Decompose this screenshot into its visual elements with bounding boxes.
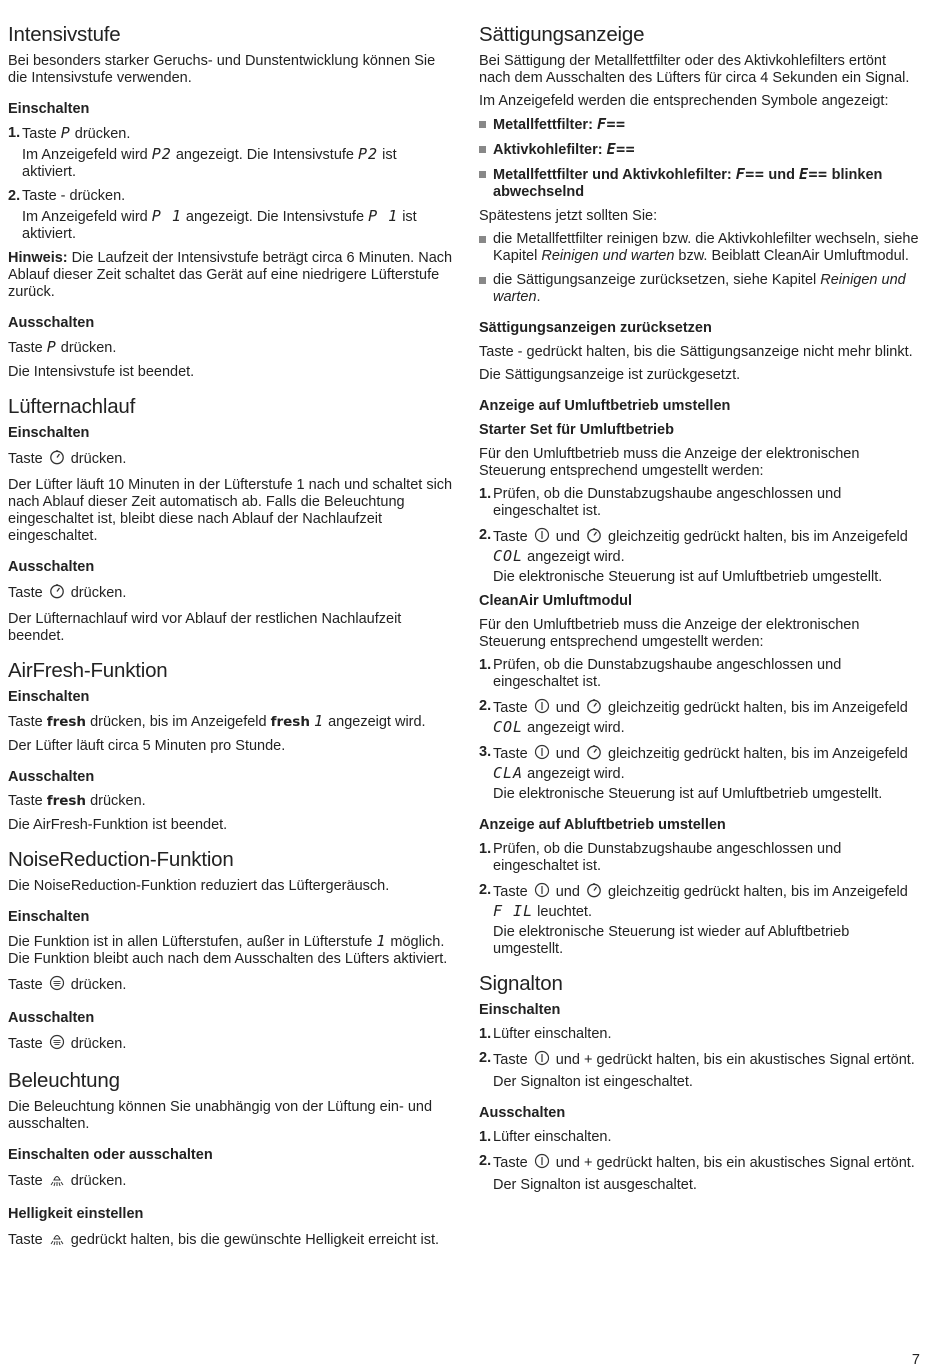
- step-number: 1.: [8, 125, 21, 141]
- subheading: Anzeige auf Umluftbetrieb umstellen: [479, 398, 731, 414]
- list-item: [8, 188, 454, 243]
- subheading: Sättigungsanzeigen zurücksetzen: [479, 320, 712, 336]
- display-symbol: F==: [735, 165, 765, 183]
- paragraph: Die Intensivstufe ist beendet.: [8, 364, 195, 380]
- text: Taste: [8, 585, 43, 601]
- text: drücken.: [70, 1173, 127, 1189]
- paragraph: Der Lüfter läuft 10 Minuten in der Lüfterstufe 1 nach und schaltet sich nach Ablauf dieser Zeit automatisch ab. Falls die Beleuchtung eingeschaltet ist, bleibt diese nach Ablauf der Nachlaufzeit eingeschaltet.: [8, 477, 453, 544]
- section-title: Intensivstufe: [8, 23, 121, 46]
- display-symbol: F IL: [493, 902, 534, 920]
- list-item: [479, 166, 921, 201]
- timer-icon: [49, 583, 65, 604]
- subheading: Einschalten: [479, 1002, 561, 1018]
- paragraph: [8, 339, 454, 357]
- list-item: [8, 125, 454, 181]
- section-title: NoiseReduction-Funktion: [8, 848, 234, 871]
- text: möglich. Die Funktion bleibt auch nach dem Ausschalten des Lüfters aktiviert.: [8, 934, 448, 967]
- noise-reduction-icon: [49, 975, 65, 996]
- paragraph: Die Sättigungsanzeige ist zurückgesetzt.: [479, 367, 741, 383]
- timer-icon: [586, 744, 602, 765]
- text: ist aktiviert.: [22, 209, 417, 242]
- step-number: 1.: [479, 1129, 492, 1145]
- text: drücken.: [70, 977, 127, 993]
- text: und + gedrückt halten, bis ein akustisches Signal ertönt.: [555, 1052, 915, 1068]
- section-signalton: [479, 971, 921, 1194]
- subheading: Einschalten: [8, 101, 90, 117]
- text: gleichzeitig gedrückt halten, bis im Anzeigefeld: [608, 529, 908, 545]
- step-list: [479, 486, 921, 586]
- text: drücken.: [74, 126, 131, 142]
- subheading: Anzeige auf Abluftbetrieb umstellen: [479, 817, 726, 833]
- display-symbol: CLA: [493, 764, 524, 782]
- subheading: Ausschalten: [8, 769, 95, 785]
- subheading: Einschalten: [8, 425, 90, 441]
- subheading: Ausschalten: [8, 315, 95, 331]
- paragraph: Der Lüfternachlauf wird vor Ablauf der restlichen Nachlaufzeit beendet.: [8, 611, 402, 644]
- power-icon: [534, 1050, 550, 1071]
- list-item: [479, 1153, 921, 1194]
- light-icon: [49, 1230, 65, 1251]
- text: Metallfettfilter und Aktivkohlefilter:: [493, 167, 732, 183]
- display-symbol: P: [46, 338, 57, 356]
- chapter-reference: Reinigen und warten: [541, 248, 675, 264]
- paragraph: [8, 793, 454, 810]
- text: ist aktiviert.: [22, 147, 397, 180]
- text: Taste - drücken.: [22, 188, 126, 204]
- todo-list: [479, 231, 921, 306]
- text: leuchtet.: [537, 904, 592, 920]
- list-item: [479, 141, 921, 159]
- paragraph: Im Anzeigefeld werden die entsprechenden Symbole angezeigt:: [479, 93, 889, 109]
- noise-reduction-icon: [49, 1034, 65, 1055]
- text: Metallfettfilter:: [493, 117, 593, 133]
- text: gedrückt halten, bis die gewünschte Helligkeit erreicht ist.: [70, 1232, 440, 1248]
- text: angezeigt wird.: [328, 714, 426, 730]
- power-icon: [534, 882, 550, 903]
- text: und: [555, 700, 580, 716]
- text: Taste: [22, 126, 57, 142]
- text: Taste: [8, 793, 43, 809]
- paragraph: Bei besonders starker Geruchs- und Dunstentwicklung können Sie die Intensivstufe verwenden.: [8, 53, 436, 86]
- text: Taste: [8, 451, 43, 467]
- display-symbol: P2: [151, 145, 172, 163]
- text: Im Anzeigefeld wird: [22, 209, 148, 225]
- fresh-key-label: fresh: [46, 714, 87, 730]
- text: angezeigt wird.: [527, 720, 625, 736]
- list-item: [479, 231, 921, 265]
- text: Die Laufzeit der Intensivstufe beträgt circa 6 Minuten. Nach Ablauf dieser Zeit schaltet das Gerät auf eine niedrigere Lüfterstufe zurück.: [8, 250, 453, 300]
- text: angezeigt. Die Intensivstufe: [175, 147, 354, 163]
- subheading: Ausschalten: [479, 1105, 566, 1121]
- result-text: Die elektronische Steuerung ist wieder auf Abluftbetrieb umgestellt.: [493, 924, 850, 957]
- step-number: 3.: [479, 744, 492, 760]
- text: Taste: [493, 1155, 528, 1171]
- text: Taste: [8, 977, 43, 993]
- fresh-key-label: fresh: [46, 793, 87, 809]
- text: Aktivkohlefilter:: [493, 142, 603, 158]
- timer-icon: [586, 698, 602, 719]
- step-number: 1.: [479, 486, 492, 502]
- display-symbol: P2: [358, 145, 379, 163]
- text: Taste: [8, 714, 43, 730]
- section-title: Lüfternachlauf: [8, 395, 136, 418]
- text: gleichzeitig gedrückt halten, bis im Anzeigefeld: [608, 884, 908, 900]
- step-number: 1.: [479, 657, 492, 673]
- list-item: [479, 1050, 921, 1091]
- text: bzw. Beiblatt CleanAir Umluftmodul.: [678, 248, 909, 264]
- list-item: [479, 841, 921, 875]
- text: Taste: [493, 529, 528, 545]
- step-number: 2.: [8, 188, 21, 204]
- text: gleichzeitig gedrückt halten, bis im Anzeigefeld: [608, 700, 908, 716]
- section-noisereduction: [8, 847, 454, 1055]
- paragraph: [8, 1230, 454, 1251]
- text: drücken.: [90, 793, 146, 809]
- fresh-display: fresh: [270, 714, 310, 730]
- text: drücken.: [60, 340, 117, 356]
- step-list: [479, 1129, 921, 1194]
- list-item: [479, 116, 921, 134]
- result-text: Der Signalton ist ausgeschaltet.: [493, 1177, 697, 1193]
- text: Taste: [493, 746, 528, 762]
- timer-icon: [586, 527, 602, 548]
- right-column: [479, 22, 921, 1207]
- list-item: [479, 272, 921, 306]
- paragraph: [8, 449, 454, 470]
- paragraph: Bei Sättigung der Metallfettfilter oder des Aktivkohlefilters ertönt nach dem Ausschalten des Lüfters für circa 4 Sekunden ein Signal.: [479, 53, 910, 86]
- power-icon: [534, 527, 550, 548]
- text: die Sättigungsanzeige zurücksetzen, siehe Kapitel: [493, 272, 817, 288]
- power-icon: [534, 698, 550, 719]
- text: Taste: [8, 340, 43, 356]
- text: drücken.: [70, 1036, 127, 1052]
- text: Taste: [8, 1036, 43, 1052]
- list-item: [479, 527, 921, 586]
- text: Lüfter einschalten.: [493, 1026, 612, 1042]
- display-symbol: P: [60, 124, 71, 142]
- section-title: AirFresh-Funktion: [8, 659, 168, 682]
- text: drücken.: [70, 585, 127, 601]
- paragraph: Für den Umluftbetrieb muss die Anzeige der elektronischen Steuerung entsprechend umgestellt werden:: [479, 446, 860, 479]
- text: Prüfen, ob die Dunstabzugshaube angeschlossen und eingeschaltet ist.: [493, 657, 842, 690]
- text: Taste: [493, 700, 528, 716]
- step-number: 1.: [479, 1026, 492, 1042]
- display-symbol: 1: [376, 932, 387, 950]
- display-symbol: 1: [314, 712, 325, 730]
- text: blinken abwechselnd: [493, 167, 883, 200]
- text: angezeigt wird.: [527, 766, 625, 782]
- display-symbol: COL: [493, 718, 524, 736]
- power-icon: [534, 1153, 550, 1174]
- text: drücken.: [70, 451, 127, 467]
- page-number: 7: [911, 1352, 920, 1368]
- text: Im Anzeigefeld wird: [22, 147, 148, 163]
- power-icon: [534, 744, 550, 765]
- note-label: Hinweis:: [8, 250, 68, 266]
- section-beleuchtung: [8, 1068, 454, 1251]
- display-symbol: E==: [606, 140, 636, 158]
- step-number: 1.: [479, 841, 492, 857]
- left-column: [8, 22, 454, 1264]
- paragraph: Die AirFresh-Funktion ist beendet.: [8, 817, 228, 833]
- result-text: Die elektronische Steuerung ist auf Umluftbetrieb umgestellt.: [493, 786, 883, 802]
- paragraph: [8, 975, 454, 996]
- text: Prüfen, ob die Dunstabzugshaube angeschlossen und eingeschaltet ist.: [493, 841, 842, 874]
- text: und: [768, 167, 795, 183]
- text: angezeigt wird.: [527, 549, 625, 565]
- text: Prüfen, ob die Dunstabzugshaube angeschlossen und eingeschaltet ist.: [493, 486, 842, 519]
- paragraph: Spätestens jetzt sollten Sie:: [479, 208, 658, 224]
- step-list: [479, 657, 921, 803]
- paragraph: [8, 1171, 454, 1192]
- paragraph: [8, 933, 454, 968]
- subheading: Starter Set für Umluftbetrieb: [479, 422, 674, 438]
- text: Taste: [8, 1173, 43, 1189]
- text: und: [555, 746, 580, 762]
- section-title: Sättigungsanzeige: [479, 23, 645, 46]
- result-text: Der Signalton ist eingeschaltet.: [493, 1074, 693, 1090]
- paragraph: [8, 713, 454, 731]
- section-saettigungsanzeige: [479, 22, 921, 958]
- section-luefternachlauf: [8, 394, 454, 645]
- subheading: CleanAir Umluftmodul: [479, 593, 633, 609]
- step-number: 2.: [479, 882, 492, 898]
- result-text: Die elektronische Steuerung ist auf Umluftbetrieb umgestellt.: [493, 569, 883, 585]
- text: Taste: [493, 884, 528, 900]
- paragraph: Der Lüfter läuft circa 5 Minuten pro Stunde.: [8, 738, 286, 754]
- note: [8, 250, 454, 301]
- paragraph: [8, 583, 454, 604]
- step-number: 2.: [479, 527, 492, 543]
- paragraph: Für den Umluftbetrieb muss die Anzeige der elektronischen Steuerung entsprechend umgestellt werden:: [479, 617, 860, 650]
- display-symbol: P 1: [368, 207, 399, 225]
- subheading: Ausschalten: [8, 559, 95, 575]
- text: Lüfter einschalten.: [493, 1129, 612, 1145]
- list-item: [479, 744, 921, 803]
- list-item: [479, 486, 921, 520]
- text: Die Funktion ist in allen Lüfterstufen, außer in Lüfterstufe: [8, 934, 373, 950]
- timer-icon: [586, 882, 602, 903]
- text: drücken, bis im Anzeigefeld: [90, 714, 267, 730]
- text: angezeigt. Die Intensivstufe: [185, 209, 365, 225]
- section-intensivstufe: [8, 22, 454, 381]
- display-symbol: F==: [596, 115, 626, 133]
- light-icon: [49, 1171, 65, 1192]
- step-number: 2.: [479, 1153, 492, 1169]
- symbol-list: [479, 116, 921, 201]
- display-symbol: E==: [799, 165, 828, 183]
- subheading: Einschalten oder ausschalten: [8, 1147, 213, 1163]
- list-item: [479, 657, 921, 691]
- text: .: [536, 289, 541, 305]
- section-airfresh: [8, 658, 454, 834]
- text: und + gedrückt halten, bis ein akustisches Signal ertönt.: [555, 1155, 915, 1171]
- chapter-reference: Reinigen und warten: [493, 272, 906, 305]
- step-number: 2.: [479, 698, 492, 714]
- section-title: Signalton: [479, 972, 563, 995]
- subheading: Einschalten: [8, 909, 90, 925]
- display-symbol: COL: [493, 547, 524, 565]
- list-item: [479, 1026, 921, 1043]
- paragraph: Die Beleuchtung können Sie unabhängig von der Lüftung ein- und ausschalten.: [8, 1099, 433, 1132]
- text: Taste: [493, 1052, 528, 1068]
- section-title: Beleuchtung: [8, 1069, 120, 1092]
- step-list: [479, 1026, 921, 1091]
- text: die Metallfettfilter reinigen bzw. die Aktivkohlefilter wechseln, siehe Kapitel: [493, 231, 919, 264]
- list-item: [479, 882, 921, 958]
- text: und: [555, 884, 580, 900]
- list-item: [479, 698, 921, 737]
- subheading: Helligkeit einstellen: [8, 1206, 144, 1222]
- text: und: [555, 529, 580, 545]
- subheading: Ausschalten: [8, 1010, 95, 1026]
- timer-icon: [49, 449, 65, 470]
- list-item: [479, 1129, 921, 1146]
- text: Taste: [8, 1232, 43, 1248]
- subheading: Einschalten: [8, 689, 90, 705]
- display-symbol: P 1: [151, 207, 182, 225]
- paragraph: [8, 1034, 454, 1055]
- text: gleichzeitig gedrückt halten, bis im Anzeigefeld: [608, 746, 908, 762]
- step-number: 2.: [479, 1050, 492, 1066]
- step-list: [8, 125, 454, 243]
- paragraph: Die NoiseReduction-Funktion reduziert das Lüftergeräusch.: [8, 878, 390, 894]
- paragraph: Taste - gedrückt halten, bis die Sättigungsanzeige nicht mehr blinkt.: [479, 344, 913, 360]
- step-list: [479, 841, 921, 958]
